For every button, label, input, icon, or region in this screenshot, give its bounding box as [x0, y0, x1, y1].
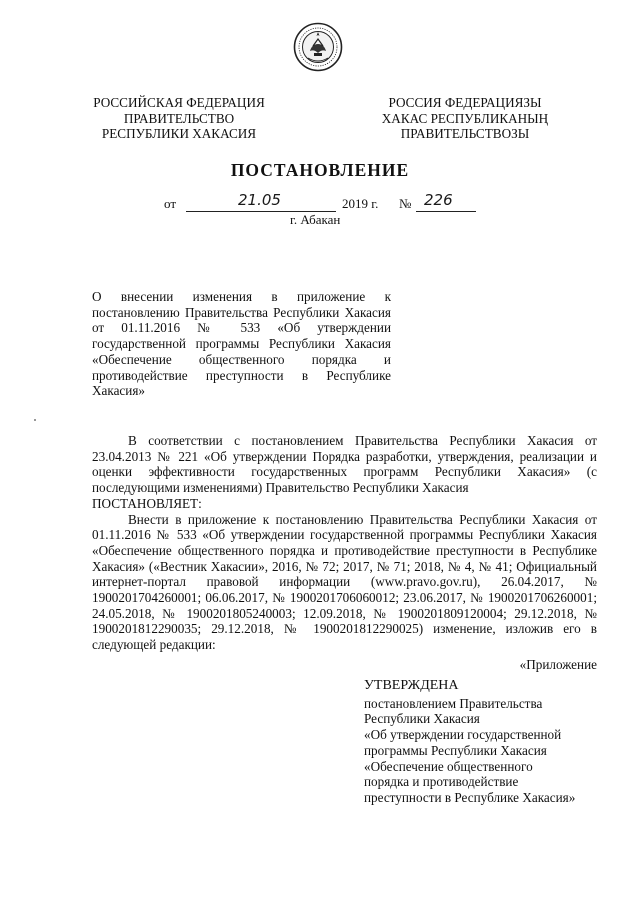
coat-of-arms-icon: [293, 22, 343, 72]
approval-line: программы Республики Хакасия: [364, 742, 547, 758]
decree-word: ПОСТАНОВЛЯЕТ:: [92, 495, 202, 511]
approval-line: «Обеспечение общественного: [364, 758, 533, 774]
approval-line: «Об утверждении государственной: [364, 727, 562, 743]
header-right-line: ХАКАС РЕСПУБЛИКАНЫҢ: [381, 110, 549, 126]
paragraph-amendment: Внести в приложение к постановлению Правительства Республики Хакасия от 01.11.2016 № 533 «Об утверждении государственной программы Республики Хакасия «Обеспечение общественного порядка и противодействие преступности в Республике Хакасия» («Вестник Хакасии», 2016, № 72; 2017, № 71; 2018, № 4, № 41; Официальный интернет-портал правовой информации (www.pravo.gov.ru), 26.04.2017, № 1900201704260001; 06.06.2017, № 1900201706060012; 23.06.2017, № 1900201706260001; 24.05.2018, № 1900201805240003; 12.09.2018, № 1900201809120004; 29.12.2018, № 1900201812290035; 29.12.2018, № 1900201812290025) изменение, изложив его в следующей редакции:: [92, 511, 597, 653]
subject-text: О внесении изменения в приложение к постановлению Правительства Республики Хакасия от 01.11.2016 № 533 «Об утверждении государственной программы Республики Хакасия «Обеспечение общественного порядка и противодействие преступности в Республике Хакасия»: [92, 289, 391, 399]
approval-line: Республики Хакасия: [364, 711, 480, 727]
header-left-block: [84, 95, 274, 142]
subject-block: [92, 289, 391, 399]
appendix-label: «Приложение: [519, 657, 597, 672]
margin-dot: [34, 419, 36, 421]
approval-line: порядка и противодействие: [364, 774, 519, 790]
header-right-line: ПРАВИТЕЛЬСТВОЗЫ: [400, 126, 530, 142]
handwritten-date: 21.05: [238, 191, 281, 209]
number-label: №: [399, 196, 412, 211]
paragraph-basis: В соответствии с постановлением Правительства Республики Хакасия от 23.04.2013 № 221 «Об утверждении Порядка разработки, утверждения, реализации и оценки эффективности государственных программ Республики Хакасия» (с последующими изменениями) Правительство Республики Хакасия: [92, 433, 597, 496]
handwritten-number: 226: [424, 191, 453, 209]
header-left-line: РЕСПУБЛИКИ ХАКАСИЯ: [101, 126, 257, 142]
approval-line: преступности в Республике Хакасия»: [364, 789, 576, 805]
date-prefix: от: [164, 196, 177, 211]
header-left-line: РОССИЙСКАЯ ФЕДЕРАЦИЯ: [93, 95, 265, 110]
document-title: ПОСТАНОВЛЕНИЕ: [230, 160, 410, 180]
number-underline: [416, 211, 476, 212]
header-left-line: ПРАВИТЕЛЬСТВО: [123, 110, 235, 126]
header-right-line: РОССИЯ ФЕДЕРАЦИЯЗЫ: [388, 95, 542, 110]
approval-line: постановлением Правительства: [364, 695, 543, 711]
body-text: [92, 433, 597, 653]
approved-heading: УТВЕРЖДЕНА: [364, 678, 459, 693]
year-text: 2019 г.: [342, 196, 379, 211]
city-label: г. Абакан: [290, 212, 341, 227]
header-right-block: [365, 95, 565, 142]
approval-block: [364, 678, 604, 806]
